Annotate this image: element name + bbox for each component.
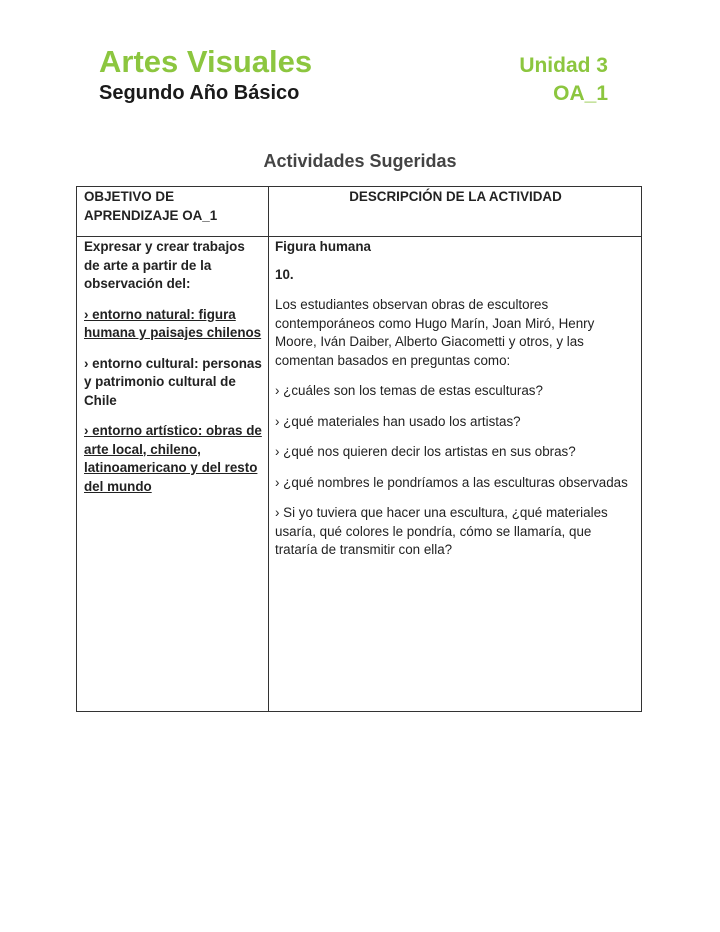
objective-item-natural: › entorno natural: figura humana y paisajes chilenos xyxy=(84,306,262,340)
activity-cell xyxy=(275,238,637,572)
question-item: › Si yo tuviera que hacer una escultura, ¿qué materiales usaría, qué colores le pondría, cómo se llamaría, que trataría de transmitir con ella? xyxy=(275,505,608,557)
question-item: › ¿qué nos quieren decir los artistas en sus obras? xyxy=(275,444,576,459)
objective-cell xyxy=(84,238,264,508)
grade-level: Segundo Año Básico xyxy=(99,82,300,104)
question-item: › ¿qué nombres le pondríamos a las esculturas observadas xyxy=(275,474,628,490)
objective-column-header: OBJETIVO DE APRENDIZAJE OA_1 xyxy=(84,189,218,223)
subject-title: Artes Visuales xyxy=(99,44,313,79)
objective-item-artistic: › entorno artístico: obras de arte local, chileno, latinoamericano y del resto del mundo xyxy=(84,423,262,494)
question-item: › ¿qué materiales han usado los artistas? xyxy=(275,413,521,429)
oa-code: OA_1 xyxy=(553,82,608,105)
column-divider xyxy=(268,187,269,711)
activity-number: 10. xyxy=(275,266,294,282)
unit-label: Unidad 3 xyxy=(519,54,608,77)
objective-intro: Expresar y crear trabajos de arte a partir de la observación del: xyxy=(84,239,245,291)
objective-item-cultural: › entorno cultural: personas y patrimonio cultural de Chile xyxy=(84,355,262,408)
row-divider xyxy=(77,236,641,237)
activity-description: Los estudiantes observan obras de escultores contemporáneos como Hugo Marín, Joan Miró, Henry Moore, Iván Daiber, Alberto Giacometti y otros, y las comentan basados en preguntas como: xyxy=(275,297,595,368)
activities-table xyxy=(76,186,642,712)
section-title: Actividades Sugeridas xyxy=(263,151,457,171)
question-item: › ¿cuáles son los temas de estas esculturas? xyxy=(275,383,543,398)
activity-title: Figura humana xyxy=(275,239,371,254)
activity-column-header: DESCRIPCIÓN DE LA ACTIVIDAD xyxy=(349,189,562,204)
